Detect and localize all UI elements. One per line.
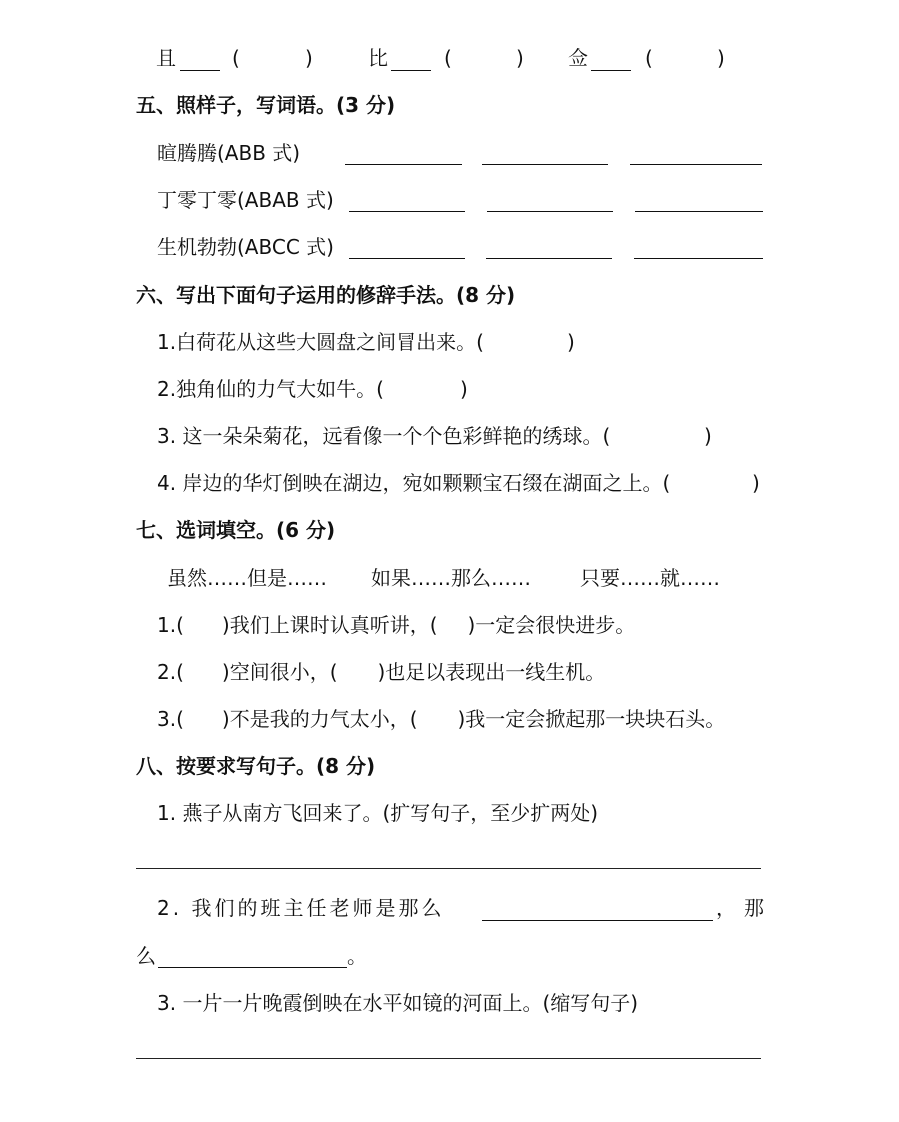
answer-blank[interactable] xyxy=(391,70,431,71)
rhetoric-item-1: 1.白荷花从这些大圆盘之间冒出来。( xyxy=(157,330,484,354)
example-word-3: 生机勃勃(ABCC 式) xyxy=(157,235,334,259)
section-6-heading: 六、写出下面句子运用的修辞手法。(8 分) xyxy=(136,283,516,307)
sentence-item-2-cont: ，那 xyxy=(716,896,772,920)
word-option-1: 虽然……但是…… xyxy=(167,566,327,590)
paren-close: ) xyxy=(717,46,725,70)
char-item-1: 且 xyxy=(156,46,176,70)
sentence-item-3: 3. 一片一片晚霞倒映在水平如镜的河面上。(缩写句子) xyxy=(157,991,639,1015)
section-8-heading: 八、按要求写句子。(8 分) xyxy=(136,754,376,778)
answer-blank[interactable] xyxy=(635,211,763,212)
answer-blank[interactable] xyxy=(482,920,713,921)
word-option-3: 只要……就…… xyxy=(580,566,720,590)
fill-item-1: 1.( )我们上课时认真听讲，( )一定会很快进步。 xyxy=(157,613,636,637)
paren-close: ) xyxy=(704,424,712,448)
paren-open: ( xyxy=(645,46,653,70)
paren-close: ) xyxy=(567,330,575,354)
paren-close: ) xyxy=(516,46,524,70)
answer-blank[interactable] xyxy=(487,211,613,212)
answer-blank[interactable] xyxy=(486,258,612,259)
answer-blank[interactable] xyxy=(158,967,347,968)
section-5-heading: 五、照样子，写词语。(3 分) xyxy=(136,93,396,117)
fill-item-3: 3.( )不是我的力气太小，( )我一定会掀起那一块块石头。 xyxy=(157,707,726,731)
paren-close: ) xyxy=(305,46,313,70)
char-item-2: 比 xyxy=(368,46,388,70)
paren-close: ) xyxy=(460,377,468,401)
rhetoric-item-4: 4. 岸边的华灯倒映在湖边，宛如颗颗宝石缀在湖面之上。( xyxy=(157,471,671,495)
answer-line[interactable] xyxy=(136,868,761,869)
rhetoric-item-3: 3. 这一朵朵菊花，远看像一个个色彩鲜艳的绣球。( xyxy=(157,424,611,448)
sentence-item-2-next: 么 xyxy=(136,944,156,968)
answer-blank[interactable] xyxy=(634,258,763,259)
answer-blank[interactable] xyxy=(630,164,762,165)
char-item-3: 佥 xyxy=(568,46,588,70)
paren-open: ( xyxy=(232,46,240,70)
example-word-1: 暄腾腾(ABB 式) xyxy=(157,141,301,165)
rhetoric-item-2: 2.独角仙的力气大如牛。( xyxy=(157,377,384,401)
answer-blank[interactable] xyxy=(180,70,220,71)
section-7-heading: 七、选词填空。(6 分) xyxy=(136,518,336,542)
answer-blank[interactable] xyxy=(345,164,462,165)
paren-close: ) xyxy=(752,471,760,495)
answer-blank[interactable] xyxy=(349,258,465,259)
answer-blank[interactable] xyxy=(482,164,608,165)
sentence-item-2-end: 。 xyxy=(347,944,367,968)
word-option-2: 如果……那么…… xyxy=(371,566,531,590)
answer-blank[interactable] xyxy=(349,211,465,212)
answer-line[interactable] xyxy=(136,1058,761,1059)
fill-item-2: 2.( )空间很小，( )也足以表现出一线生机。 xyxy=(157,660,606,684)
sentence-item-1: 1. 燕子从南方飞回来了。(扩写句子，至少扩两处) xyxy=(157,801,599,825)
paren-open: ( xyxy=(444,46,452,70)
answer-blank[interactable] xyxy=(591,70,631,71)
sentence-item-2: 2. 我们的班主任老师是那么 xyxy=(157,896,445,920)
example-word-2: 丁零丁零(ABAB 式) xyxy=(157,188,334,212)
